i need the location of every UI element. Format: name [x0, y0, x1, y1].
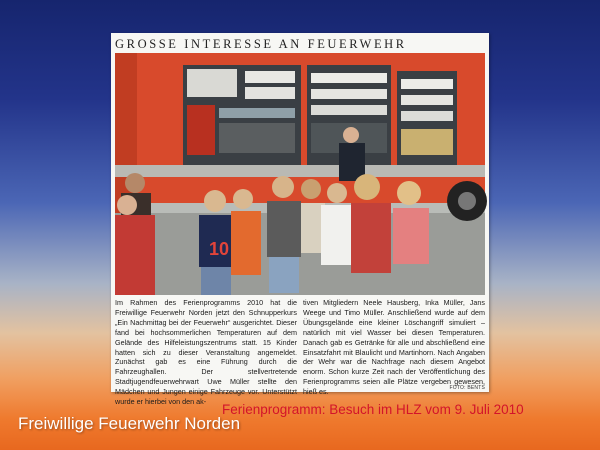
- child-head: [125, 173, 145, 193]
- child-head: [204, 190, 226, 212]
- child-orange-shirt: [231, 211, 261, 275]
- compartment-shelf: [401, 79, 453, 89]
- child-head: [354, 174, 380, 200]
- child-jeans: [269, 257, 299, 293]
- child-head: [233, 189, 253, 209]
- compartment-shelf: [311, 105, 387, 115]
- child-head: [327, 183, 347, 203]
- slide-caption: Ferienprogramm: Besuch im HLZ vom 9. Juli 2010: [222, 402, 524, 417]
- compartment-shelf: [401, 95, 453, 105]
- child-patterned-shirt: [267, 201, 301, 257]
- article-column-1: Im Rahmen des Ferienprogramms 2010 hat die Freiwillige Feuerwehr Norden jetzt den Schnupperkurs „Ein Nachmittag bei der Feuerwehr“ ausgerichtet. Dieser fand bei hochsommerlichen Temperaturen auf dem Gelände des Hilfeleistungszentrums statt. 15 Kinder hatten sich zu dieser Veranstaltung angemeldet. Zunächst gab es eine Führung durch die Fahrzeughallen. Der stellvertretende Stadtjugendfeuerwehrwart Uwe Müller stellte den Mädchen und Jungen einige Fahrzeuge vor. Unterstützt wurde er hierbei von den ak-: [115, 298, 297, 407]
- photo-credit: FOTO: BENTS: [449, 385, 485, 391]
- child-white-shirt: [321, 205, 353, 265]
- compartment-shelf: [245, 71, 295, 83]
- fire-truck-children-photo: [115, 53, 485, 295]
- child-hat: [301, 179, 321, 199]
- child-head: [117, 195, 137, 215]
- article-photo: [115, 53, 485, 295]
- organization-name: Freiwillige Feuerwehr Norden: [18, 414, 241, 433]
- child-head: [397, 181, 421, 205]
- truck-sill: [115, 165, 485, 177]
- child-pink-shirt: [393, 208, 429, 264]
- equipment-box: [401, 129, 453, 155]
- child-red-shirt: [115, 215, 155, 295]
- jersey-number: 10: [209, 239, 230, 259]
- hose-rack: [219, 108, 295, 118]
- article-headline: GROSSE INTERESSE AN FEUERWEHR: [115, 37, 407, 51]
- article-body: [115, 298, 485, 407]
- newspaper-clipping: [111, 33, 489, 407]
- child-red-dress: [351, 203, 391, 273]
- child-shorts: [201, 267, 231, 295]
- compartment-shelf: [401, 111, 453, 121]
- compartment-box: [187, 69, 237, 97]
- equipment-rack: [219, 123, 295, 153]
- compartment-shelf: [311, 73, 387, 83]
- firefighter-head: [343, 127, 359, 143]
- child-head: [272, 176, 294, 198]
- fire-extinguisher: [187, 105, 215, 155]
- compartment-shelf: [245, 87, 295, 99]
- compartment-shelf: [311, 89, 387, 99]
- article-column-2: tiven Mitgliedern Neele Hausberg, Inka Müller, Jans Weege und Timo Müller. Anschließend wurde auf dem Übungsgelände eine kleiner Löschangriff simuliert – natürlich mit viel Wasser bei diesen Temperaturen. Danach gab es Getränke für alle und abschließend eine Einsatzfahrt mit Blaulicht und Martinhorn. Nach Angaben der Wehr war die Nachfrage nach diesem Angebot enorm. Schon kurze Zeit nach der Veröffentlichung des Ferienprogramms seien alle Plätze vergeben gewesen, hieß es.: [303, 298, 485, 397]
- wheel-hub: [458, 192, 476, 210]
- firefighter-body: [339, 143, 365, 181]
